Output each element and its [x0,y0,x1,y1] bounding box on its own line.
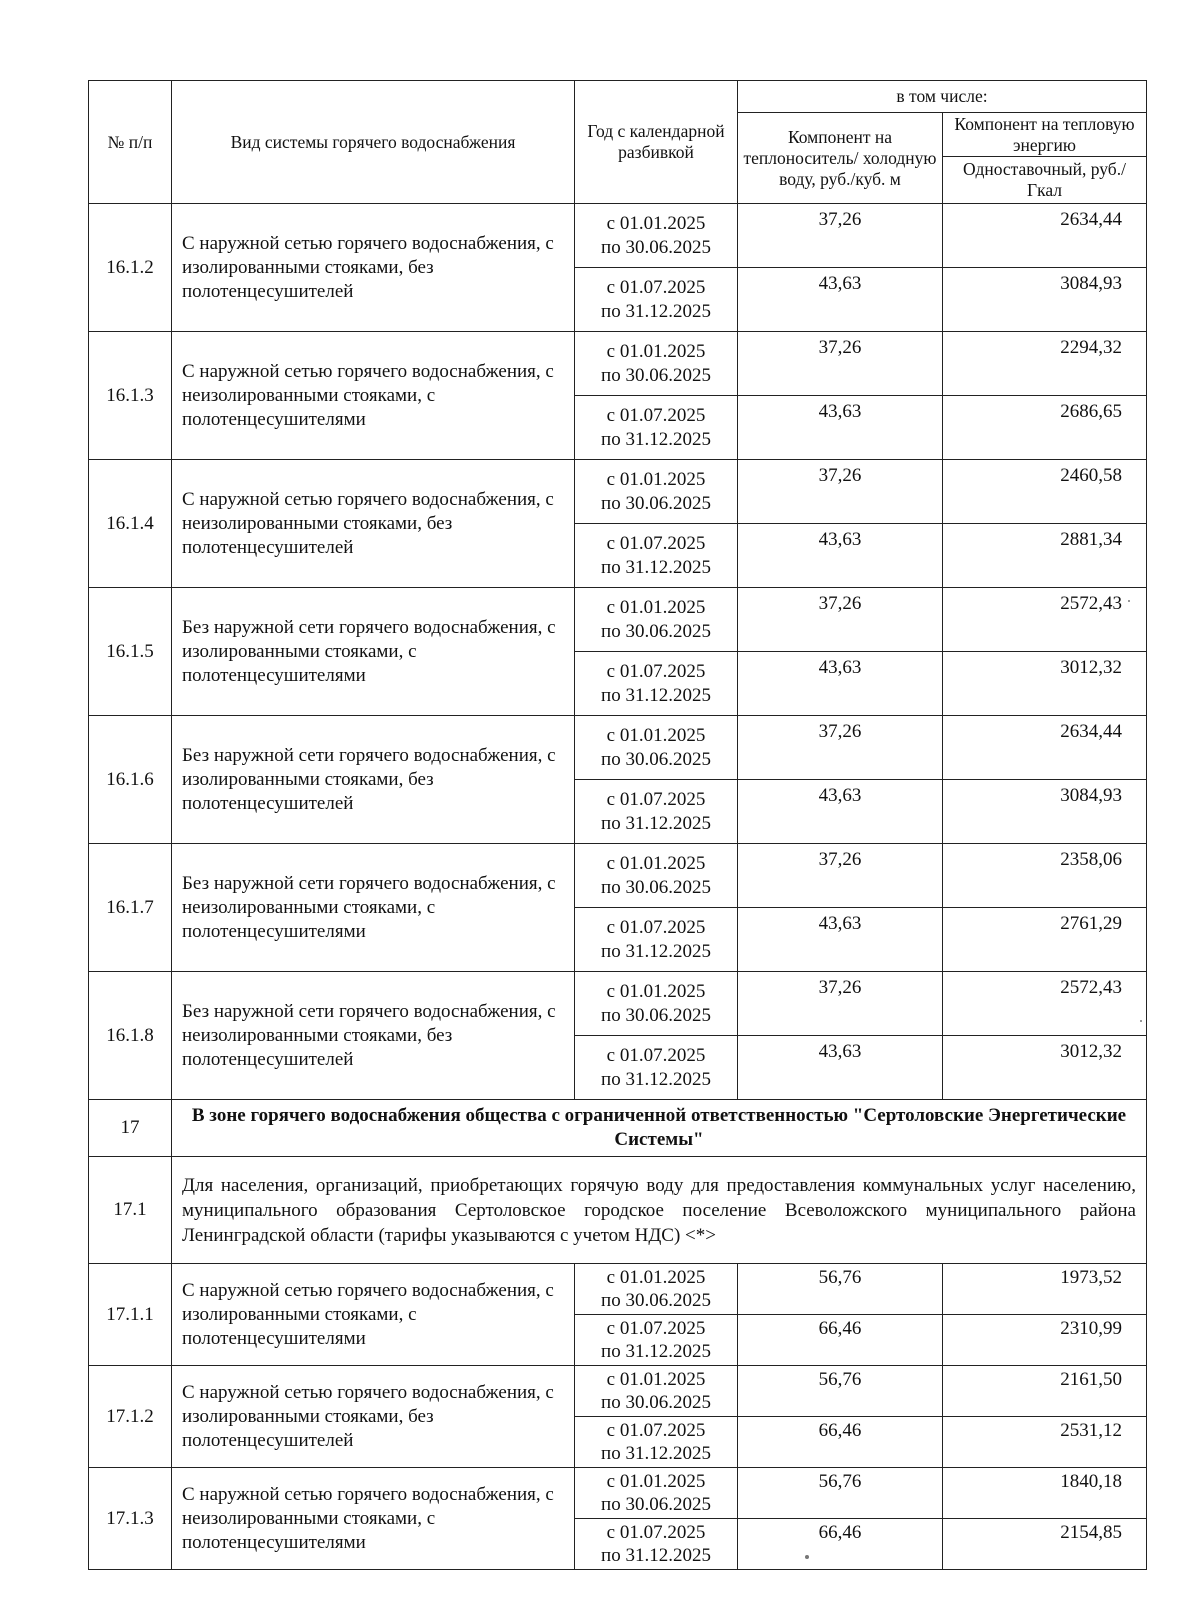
scan-speck [1140,1020,1142,1022]
row-system-type: С наружной сетью горячего водоснабжения, с неизолированными стояками, с полотенцесушителями [172,332,575,460]
row-number: 16.1.5 [89,588,172,716]
row-system-type: С наружной сетью горячего водоснабжения, с изолированными стояками, с полотенцесушителями [172,1264,575,1366]
row-number: 17.1.3 [89,1468,172,1570]
section-title: В зоне горячего водоснабжения общества с ограниченной ответственностью "Сертоловские Энергетические Системы" [172,1100,1147,1157]
row-period: с 01.01.2025 по 30.06.2025 [575,204,738,268]
section-17 [89,1100,1147,1264]
row-water-component: 37,26 [738,204,943,268]
row-period: с 01.07.2025 по 31.12.2025 [575,1036,738,1100]
row-heat-component: 2460,58 [943,460,1147,524]
row-number: 17.1.2 [89,1366,172,1468]
table-row [89,972,1147,1036]
row-period: с 01.07.2025 по 31.12.2025 [575,1417,738,1468]
row-number: 16.1.2 [89,204,172,332]
row-water-component: 37,26 [738,844,943,908]
row-system-type: С наружной сетью горячего водоснабжения, с изолированными стояками, без полотенцесушителей [172,204,575,332]
row-period: с 01.07.2025 по 31.12.2025 [575,780,738,844]
row-period: с 01.01.2025 по 30.06.2025 [575,972,738,1036]
row-heat-component: 2686,65 [943,396,1147,460]
table-row [89,332,1147,396]
row-period: с 01.01.2025 по 30.06.2025 [575,332,738,396]
row-heat-component: 1973,52 [943,1264,1147,1315]
scan-speck [1128,600,1130,602]
table-row [89,1468,1147,1519]
row-period: с 01.07.2025 по 31.12.2025 [575,524,738,588]
row-system-type: С наружной сетью горячего водоснабжения, с неизолированными стояками, без полотенцесушителей [172,460,575,588]
row-water-component: 43,63 [738,1036,943,1100]
row-heat-component: 2572,43 [943,972,1147,1036]
row-water-component: 37,26 [738,716,943,780]
row-system-type: Без наружной сети горячего водоснабжения, с неизолированными стояками, без полотенцесушителей [172,972,575,1100]
row-water-component: 66,46 [738,1417,943,1468]
row-number: 16.1.6 [89,716,172,844]
row-heat-component: 2358,06 [943,844,1147,908]
row-water-component: 56,76 [738,1264,943,1315]
row-period: с 01.07.2025 по 31.12.2025 [575,908,738,972]
table-row [89,588,1147,652]
header-component-heat: Компонент на тепловую энергию [943,113,1147,157]
row-system-type: С наружной сетью горячего водоснабжения, с неизолированными стояками, с полотенцесушителями [172,1468,575,1570]
row-heat-component: 2634,44 [943,716,1147,780]
scan-speck [805,1555,809,1559]
row-water-component: 66,46 [738,1315,943,1366]
row-period: с 01.01.2025 по 30.06.2025 [575,844,738,908]
row-heat-component: 3084,93 [943,780,1147,844]
section-16-rows [89,204,1147,1100]
row-period: с 01.01.2025 по 30.06.2025 [575,716,738,780]
row-number: 16.1.4 [89,460,172,588]
row-heat-component: 2161,50 [943,1366,1147,1417]
row-water-component: 43,63 [738,908,943,972]
row-period: с 01.07.2025 по 31.12.2025 [575,396,738,460]
row-water-component: 56,76 [738,1366,943,1417]
row-period: с 01.07.2025 по 31.12.2025 [575,1519,738,1570]
row-period: с 01.01.2025 по 30.06.2025 [575,588,738,652]
row-water-component: 43,63 [738,268,943,332]
row-water-component: 37,26 [738,332,943,396]
header-single-rate: Одноставочный, руб./Гкал [943,157,1147,204]
row-water-component: 43,63 [738,396,943,460]
subsection-description: Для населения, организаций, приобретающих горячую воду для предоставления коммунальных услуг населению, муниципального образования Сертоловское городское поселение Всеволожского муниципального района Ленинградской области (тарифы указываются с учетом НДС) <*> [172,1157,1147,1264]
tariff-table-page [88,80,1146,1570]
row-heat-component: 2310,99 [943,1315,1147,1366]
header-number: № п/п [89,81,172,204]
row-system-type: Без наружной сети горячего водоснабжения, с неизолированными стояками, с полотенцесушителями [172,844,575,972]
section-17-rows [89,1264,1147,1570]
row-heat-component: 2531,12 [943,1417,1147,1468]
row-water-component: 37,26 [738,460,943,524]
row-water-component: 43,63 [738,652,943,716]
row-period: с 01.01.2025 по 30.06.2025 [575,460,738,524]
section-number: 17 [89,1100,172,1157]
subsection-number: 17.1 [89,1157,172,1264]
row-number: 16.1.7 [89,844,172,972]
tariff-table [88,80,1147,1570]
row-period: с 01.07.2025 по 31.12.2025 [575,268,738,332]
header-system-type: Вид системы горячего водоснабжения [172,81,575,204]
row-water-component: 37,26 [738,972,943,1036]
row-water-component: 43,63 [738,780,943,844]
header-component-water: Компонент на теплоноситель/ холодную воду, руб./куб. м [738,113,943,204]
row-period: с 01.01.2025 по 30.06.2025 [575,1264,738,1315]
row-heat-component: 3012,32 [943,652,1147,716]
table-row [89,204,1147,268]
row-water-component: 43,63 [738,524,943,588]
row-period: с 01.01.2025 по 30.06.2025 [575,1366,738,1417]
table-row [89,1264,1147,1315]
row-heat-component: 3012,32 [943,1036,1147,1100]
row-period: с 01.01.2025 по 30.06.2025 [575,1468,738,1519]
row-heat-component: 2634,44 [943,204,1147,268]
row-system-type: Без наружной сети горячего водоснабжения, с изолированными стояками, без полотенцесушителей [172,716,575,844]
row-heat-component: 2572,43 [943,588,1147,652]
row-number: 17.1.1 [89,1264,172,1366]
row-number: 16.1.8 [89,972,172,1100]
table-row [89,844,1147,908]
row-heat-component: 3084,93 [943,268,1147,332]
row-system-type: Без наружной сети горячего водоснабжения, с изолированными стояками, с полотенцесушителями [172,588,575,716]
row-water-component: 66,46 [738,1519,943,1570]
table-row [89,1366,1147,1417]
row-period: с 01.07.2025 по 31.12.2025 [575,652,738,716]
row-water-component: 56,76 [738,1468,943,1519]
row-heat-component: 2154,85 [943,1519,1147,1570]
row-water-component: 37,26 [738,588,943,652]
table-row [89,716,1147,780]
header-year: Год с календарной разбивкой [575,81,738,204]
header-including: в том числе: [738,81,1147,113]
row-number: 16.1.3 [89,332,172,460]
row-heat-component: 2761,29 [943,908,1147,972]
row-heat-component: 1840,18 [943,1468,1147,1519]
table-row [89,460,1147,524]
row-heat-component: 2881,34 [943,524,1147,588]
row-system-type: С наружной сетью горячего водоснабжения, с изолированными стояками, без полотенцесушителей [172,1366,575,1468]
row-heat-component: 2294,32 [943,332,1147,396]
row-period: с 01.07.2025 по 31.12.2025 [575,1315,738,1366]
